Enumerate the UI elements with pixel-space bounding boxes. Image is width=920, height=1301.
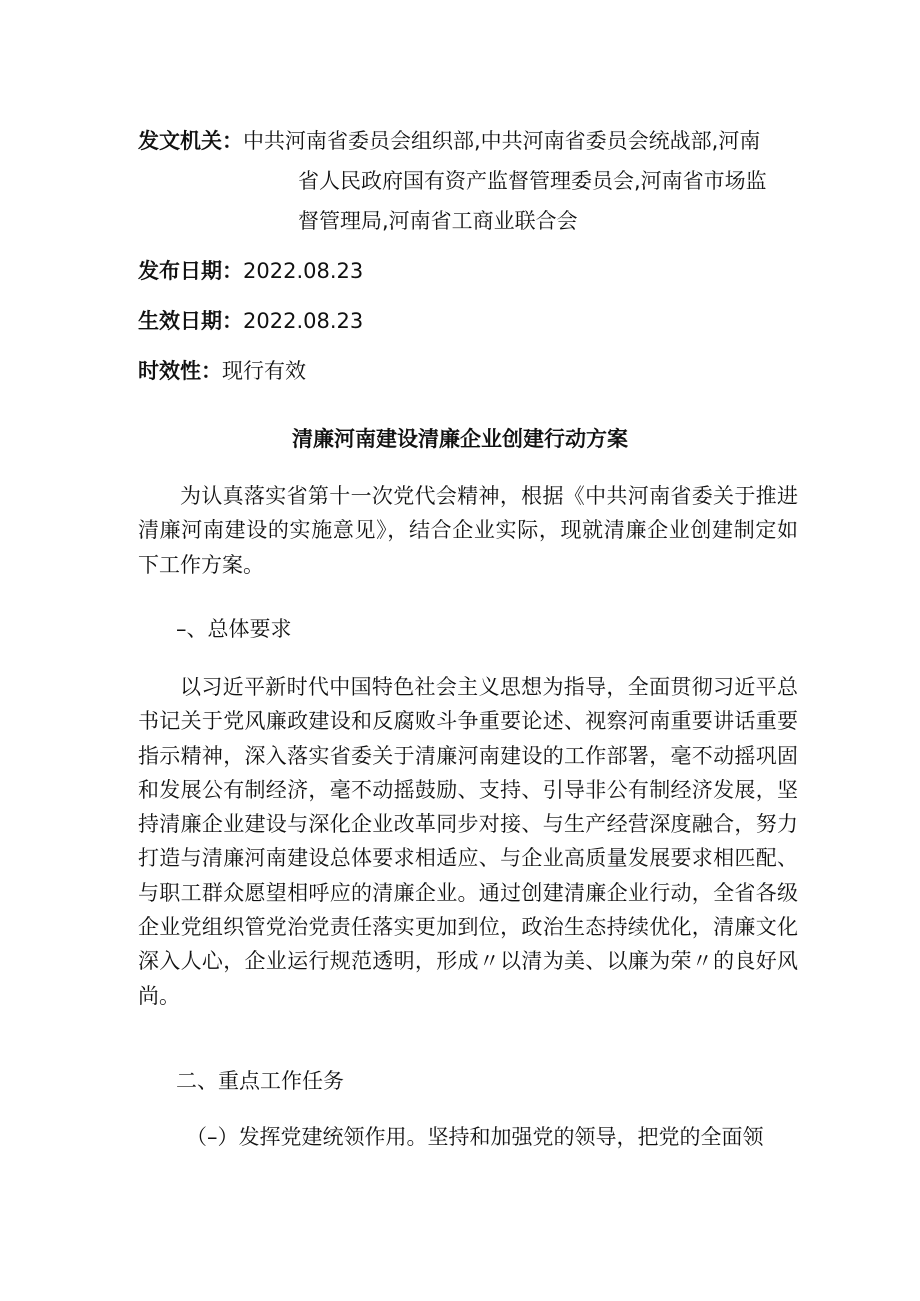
section-1-heading: –、总体要求 xyxy=(176,617,292,641)
issuer-line-3: 督管理局,河南省工商业联合会 xyxy=(298,209,578,233)
section-2-heading: 二、重点工作任务 xyxy=(176,1069,344,1093)
effective-date-row xyxy=(138,308,363,334)
issuer-line-2: 省人民政府国有资产监督管理委员会,河南省市场监 xyxy=(298,169,767,193)
intro-paragraph: 为认真落实省第十一次党代会精神，根据《中共河南省委关于推进清廉河南建设的实施意见》，结合企业实际，现就清廉企业创建制定如下工作方案。 xyxy=(138,484,798,577)
effective-date-value: 2022.08.23 xyxy=(243,309,364,333)
publish-date-label: 发布日期： xyxy=(138,259,243,283)
validity-label: 时效性： xyxy=(138,359,222,383)
effective-date-label: 生效日期： xyxy=(138,309,243,333)
validity-row xyxy=(138,358,306,384)
issuer-line-1: 中共河南省委员会组织部,中共河南省委员会统战部,河南 xyxy=(243,129,761,153)
issuer-row xyxy=(138,128,760,154)
validity-value: 现行有效 xyxy=(222,359,306,383)
document-title: 清廉河南建设清廉企业创建行动方案 xyxy=(292,427,628,451)
publish-date-row xyxy=(138,258,363,284)
issuer-label: 发文机关： xyxy=(138,129,243,153)
publish-date-value: 2022.08.23 xyxy=(243,259,364,283)
section-1-body: 以习近平新时代中国特色社会主义思想为指导，全面贯彻习近平总书记关于党风廉政建设和反腐败斗争重要论述、视察河南重要讲话重要指示精神，深入落实省委关于清廉河南建设的工作部署，毫不动摇巩固和发展公有制经济，毫不动摇鼓励、支持、引导非公有制经济发展，坚持清廉企业建设与深化企业改革同步对接、与生产经营深度融合，努力打造与清廉河南建设总体要求相适应、与企业高质量发展要求相匹配、与职工群众愿望相呼应的清廉企业。通过创建清廉企业行动，全省各级企业党组织管党治党责任落实更加到位，政治生态持续优化，清廉文化深入人心，企业运行规范透明，形成〃以清为美、以廉为荣〃的良好风尚。 xyxy=(138,675,798,1008)
section-2-item-1: （–）发挥党建统领作用。坚持和加强党的领导，把党的全面领 xyxy=(186,1125,764,1149)
